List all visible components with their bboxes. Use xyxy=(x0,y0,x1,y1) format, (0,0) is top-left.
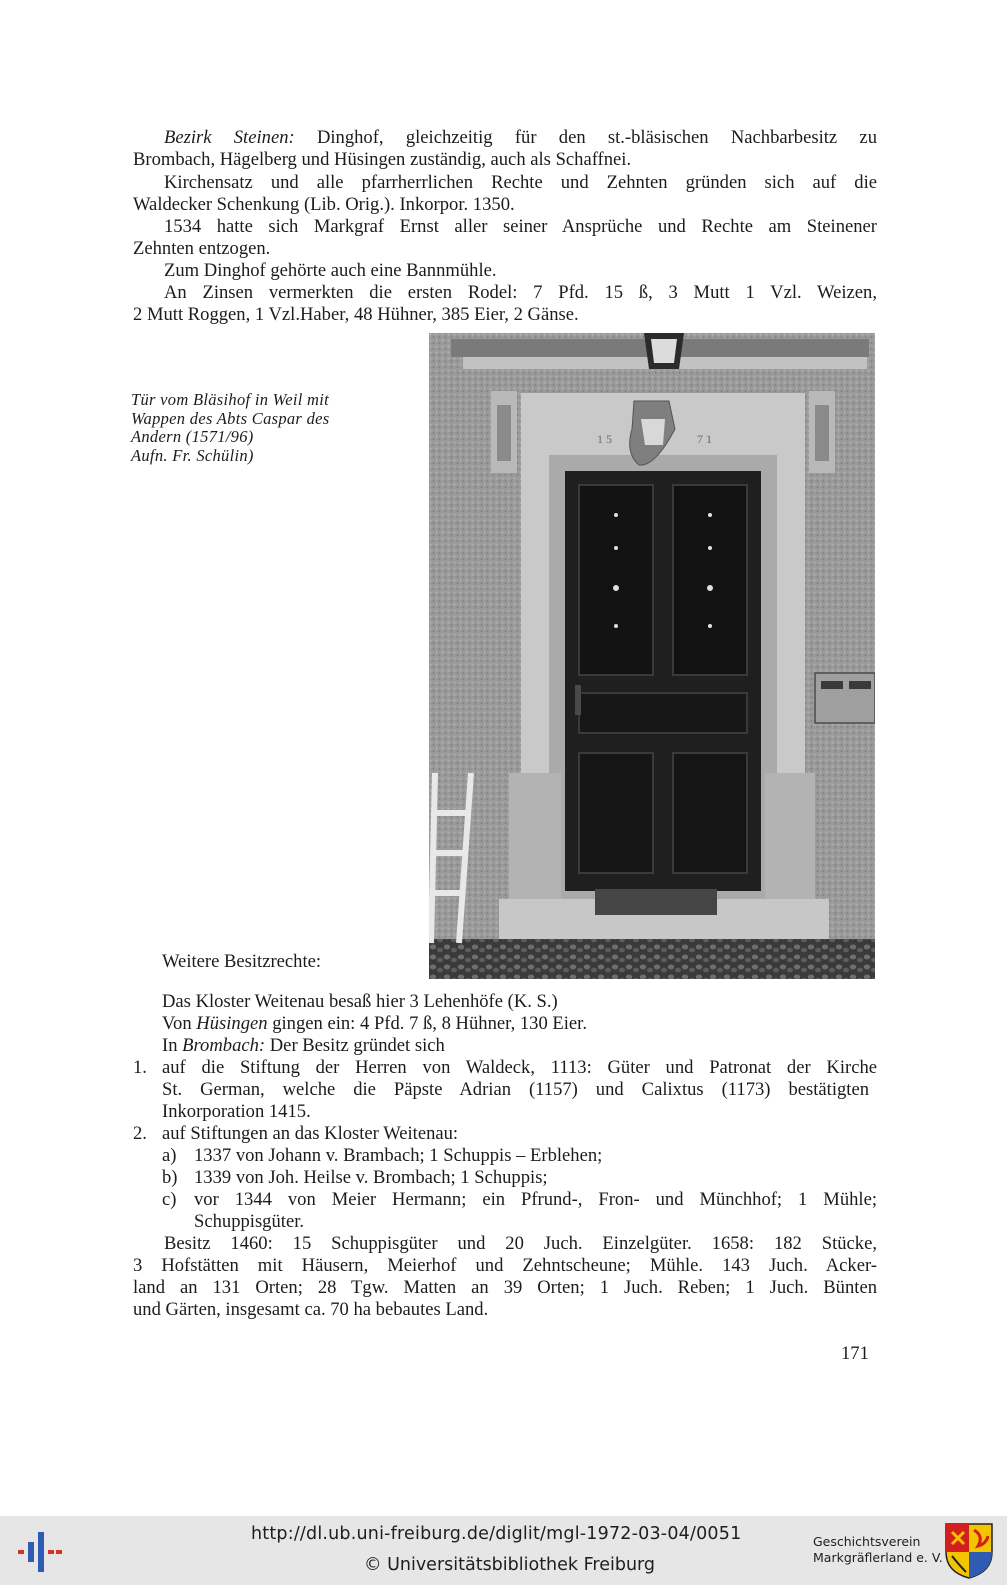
sub-item-b-text: 1339 von Joh. Heilse v. Brombach; 1 Schuppis; xyxy=(194,1167,548,1188)
para-besitz-1460-line1: Besitz 1460: 15 Schuppisgüter und 20 Juch. Einzelgüter. 1658: 182 Stücke, xyxy=(164,1233,877,1254)
para-kirchensatz-line2: Waldecker Schenkung (Lib. Orig.). Inkorpor. 1350. xyxy=(133,194,515,215)
para-bannmuehle: Zum Dinghof gehörte auch eine Bannmühle. xyxy=(164,260,497,281)
door-mat xyxy=(595,889,717,915)
item-1-line2: St. German, welche die Päpste Adrian (1157) und Calixtus (1173) bestätigten xyxy=(162,1079,869,1100)
sub-item-b-label: b) xyxy=(162,1167,178,1188)
para-1534-line2: Zehnten entzogen. xyxy=(133,238,271,259)
para-kirchensatz-line1: Kirchensatz und alle pfarrherrlichen Rechte und Zehnten gründen sich auf die xyxy=(164,172,877,193)
sub-item-c-line2: Schuppisgüter. xyxy=(194,1211,305,1232)
door-photo-illustration xyxy=(429,333,875,979)
para-brombach: In Brombach: Der Besitz gründet sich xyxy=(162,1035,445,1056)
door-panel-lower-left xyxy=(579,753,653,873)
para-1534-line1: 1534 hatte sich Markgraf Ernst aller seiner Ansprüche und Rechte am Steinener xyxy=(164,216,877,237)
lintel-date-left: 1 5 xyxy=(597,432,612,446)
door-photograph xyxy=(429,333,875,979)
digitization-footer xyxy=(0,1516,1007,1585)
lintel-date-right: 7 1 xyxy=(697,432,712,446)
door-panel-lower-right xyxy=(673,753,747,873)
para-besitz-1460-line3: land an 131 Orten; 28 Tgw. Matten an 39 Orten; 1 Juch. Reben; 1 Juch. Bünten xyxy=(133,1277,877,1298)
para-bezirk-steinen-line2: Brombach, Hägelberg und Hüsingen zuständig, auch als Schaffnei. xyxy=(133,149,632,170)
item-2-number: 2. xyxy=(133,1123,147,1144)
society-name: Geschichtsverein Markgräflerland e. V. xyxy=(813,1534,943,1565)
para-zinsen-line1: An Zinsen vermerkten die ersten Rodel: 7 Pfd. 15 ß, 3 Mutt 1 Vzl. Weizen, xyxy=(164,282,877,303)
sub-item-c-label: c) xyxy=(162,1189,177,1210)
sub-item-a-label: a) xyxy=(162,1145,177,1166)
para-besitz-1460-line2: 3 Hofstätten mit Häusern, Meierhof und Zehntscheune; Mühle. 143 Juch. Acker- xyxy=(133,1255,877,1276)
heading-weitere-besitzrechte: Weitere Besitzrechte: xyxy=(162,951,322,972)
page-number: 171 xyxy=(841,1343,869,1364)
item-1-line3: Inkorporation 1415. xyxy=(162,1101,311,1122)
cobblestone-pavement xyxy=(429,939,875,979)
copyright-notice: © Universitätsbibliothek Freiburg xyxy=(364,1555,656,1575)
para-huesingen: Von Hüsingen gingen ein: 4 Pfd. 7 ß, 8 Hühner, 130 Eier. xyxy=(162,1013,587,1034)
para-zinsen-line2: 2 Mutt Roggen, 1 Vzl.Haber, 48 Hühner, 385 Eier, 2 Gänse. xyxy=(133,304,579,325)
ub-freiburg-logo-icon xyxy=(14,1530,64,1574)
society-crest-icon xyxy=(944,1522,994,1580)
para-kloster-weitenau: Das Kloster Weitenau besaß hier 3 Lehenhöfe (K. S.) xyxy=(162,991,558,1012)
item-1-line1: auf die Stiftung der Herren von Waldeck, 1113: Güter und Patronat der Kirche xyxy=(162,1057,877,1078)
district-label: Bezirk Steinen: xyxy=(164,127,295,148)
photo-caption: Tür vom Bläsihof in Weil mit Wappen des Abts Caspar des Andern (1571/96) Aufn. Fr. Schülin) xyxy=(131,390,330,465)
sub-item-a-text: 1337 von Johann v. Brambach; 1 Schuppis – Erblehen; xyxy=(194,1145,603,1166)
place-huesingen: Hüsingen xyxy=(196,1013,268,1034)
item-2-line1: auf Stiftungen an das Kloster Weitenau: xyxy=(162,1123,459,1144)
source-url-link[interactable]: http://dl.ub.uni-freiburg.de/diglit/mgl-1972-03-04/0051 xyxy=(251,1524,742,1544)
mailbox xyxy=(815,673,875,723)
place-brombach: Brombach: xyxy=(182,1035,266,1056)
door-handle xyxy=(575,685,581,715)
para-bezirk-steinen-line1: Bezirk Steinen: Dinghof, gleichzeitig für den st.-bläsischen Nachbarbesitz zu xyxy=(164,127,877,148)
item-1-number: 1. xyxy=(133,1057,147,1078)
para-besitz-1460-line4: und Gärten, insgesamt ca. 70 ha bebautes Land. xyxy=(133,1299,489,1320)
sub-item-c-line1: vor 1344 von Meier Hermann; ein Pfrund-, Fron- und Münchhof; 1 Mühle; xyxy=(194,1189,877,1210)
